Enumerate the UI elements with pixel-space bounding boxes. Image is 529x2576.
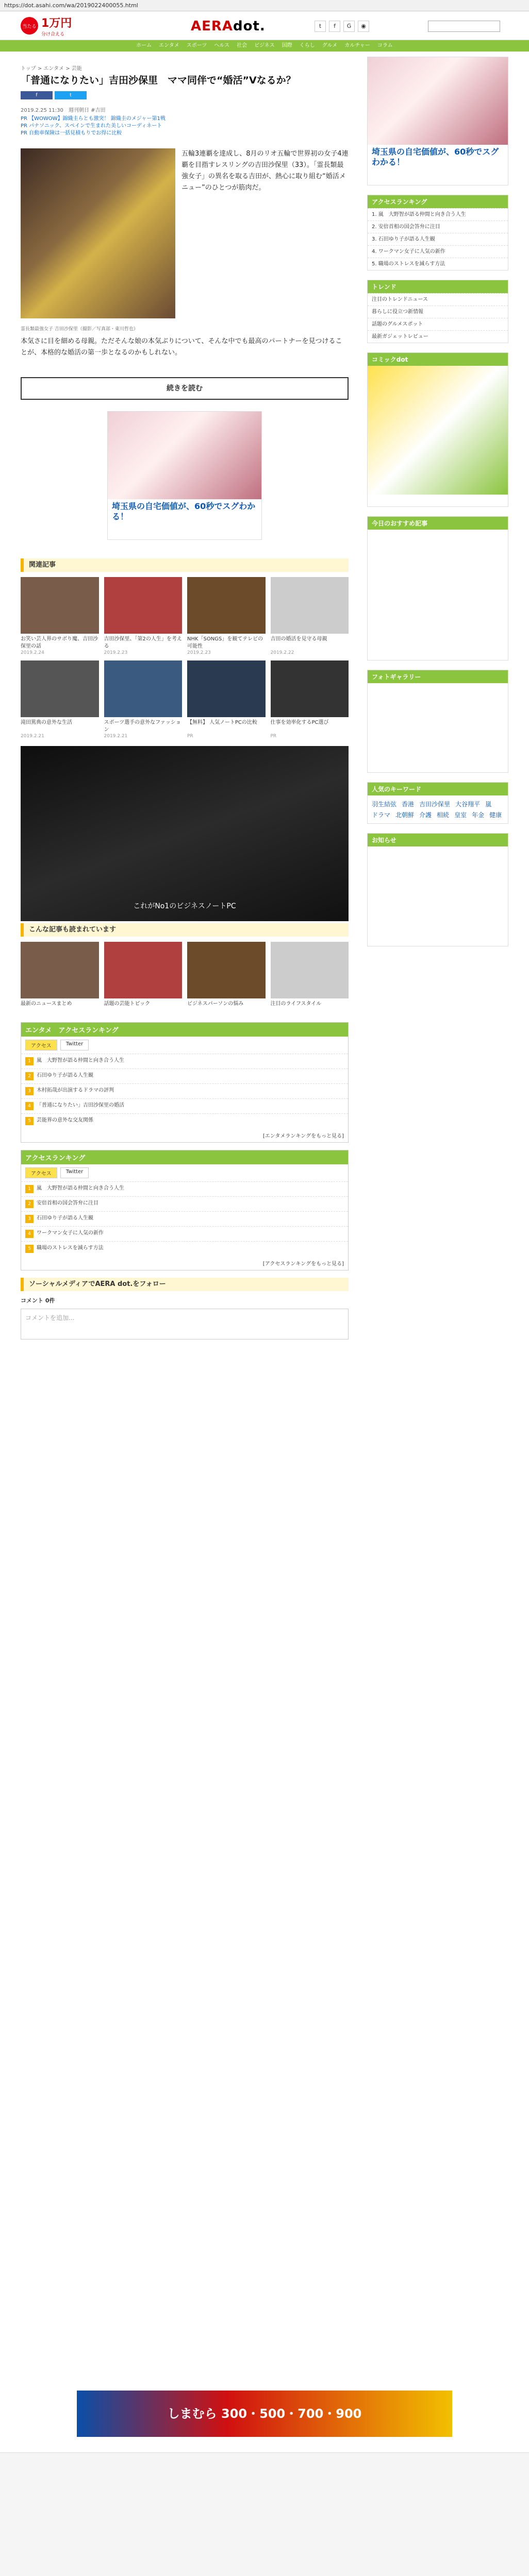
nav-item[interactable]: 社会	[237, 43, 247, 48]
ranking-item[interactable]	[21, 1211, 348, 1226]
related-card[interactable]	[104, 942, 183, 1015]
ranking-item[interactable]	[21, 1241, 348, 1256]
article-title: 「普通になりたい」吉田沙保里 ママ同伴で“婚活”Vなるか？	[21, 75, 296, 86]
card-title: ビジネスパーソンの悩み	[187, 1001, 244, 1007]
card-date: 2019.2.23	[187, 650, 211, 655]
ent-ranking	[21, 1022, 349, 1143]
ranking-title: 木村拓哉が出演するドラマの評判	[37, 1088, 114, 1093]
related-card[interactable]	[104, 660, 183, 739]
video-caption: これがNo1のビジネスノートPC	[133, 902, 236, 910]
keyword-link[interactable]: 羽生結弦	[372, 801, 397, 808]
keyword-link[interactable]: 介護	[419, 811, 432, 819]
twitter-icon[interactable]: t	[315, 21, 326, 32]
related-card[interactable]	[21, 660, 99, 739]
site-footer	[0, 2452, 529, 2576]
sidebar-ranking-item[interactable]: 1. 嵐 大野智が語る仲間と向き合う人生	[368, 208, 508, 221]
nav-item[interactable]: ビジネス	[254, 43, 275, 48]
site-header	[0, 11, 529, 40]
card-title: 吉田沙保里、「第2の人生」を考える	[104, 636, 182, 649]
browser-url-bar[interactable]: https://dot.asahi.com/wa/2019022400055.html	[0, 0, 529, 11]
ranking-number: 1	[25, 1057, 34, 1065]
twitter-share-button[interactable]: t	[55, 91, 87, 99]
facebook-share-button[interactable]: f	[21, 91, 53, 99]
keyword-link[interactable]: 皇室	[454, 811, 467, 819]
related-card[interactable]	[271, 942, 349, 1015]
sidebar-notice	[367, 833, 508, 946]
promo-subtext: 分け合える	[41, 32, 65, 37]
promo-amount: 1万円	[41, 17, 72, 30]
card-thumbnail	[187, 660, 266, 717]
all-ranking-tabs	[21, 1164, 348, 1181]
sidebar-ad-title: 埼玉県の自宅価値が、60秒でスグわかる！	[372, 147, 499, 167]
card-thumbnail	[187, 577, 266, 634]
ranking-number: 2	[25, 1072, 34, 1080]
ranking-tab[interactable]: Twitter	[60, 1040, 89, 1050]
ent-ranking-heading: エンタメ アクセスランキング	[21, 1023, 348, 1037]
card-date: 2019.2.22	[270, 650, 294, 655]
ranking-number: 3	[25, 1215, 34, 1223]
ranking-title: 芸能界の意外な交友関係	[37, 1117, 93, 1123]
card-thumbnail	[21, 942, 99, 998]
lead-text: 五輪3連覇を達成し、8月のリオ五輪で世界初の女子4連覇を目指すレスリングの吉田沙保里（33）。「霊長類最強女子」の異名を取る吉田が、熱心に取り組む“婚活メニュー”のひとつが筋肉だ。	[181, 150, 349, 192]
card-thumbnail	[104, 942, 183, 998]
ent-ranking-tabs	[21, 1037, 348, 1054]
nav-item[interactable]: カルチャー	[344, 43, 370, 48]
ad-title: 埼玉県の自宅価値が、60秒でスグわかる！	[112, 501, 256, 521]
global-nav	[0, 40, 529, 52]
card-title: 話題の芸能トピック	[104, 1001, 151, 1007]
sidebar-recommend-heading: 今日のおすすめ記事	[368, 517, 508, 530]
related-card[interactable]	[271, 660, 349, 739]
photo-caption: 霊長類最強女子 吉田沙保里（撮影／写真部・東川哲也）	[21, 327, 138, 332]
card-date: 2019.2.21	[21, 734, 44, 739]
related-card[interactable]	[21, 942, 99, 1015]
header-promo-banner[interactable]	[21, 15, 139, 36]
card-title: 吉田の婚活を見守る母親	[270, 636, 327, 642]
share-buttons	[21, 91, 349, 99]
card-title: NHK「SONGS」を観てテレビの可能性	[187, 636, 263, 649]
recommend-grid	[21, 942, 349, 1015]
related-card[interactable]	[187, 660, 266, 739]
keyword-link[interactable]: 健康	[489, 811, 502, 819]
related-card[interactable]	[21, 577, 99, 655]
ranking-tab[interactable]: Twitter	[60, 1167, 89, 1178]
body-text: 本気さに目を細める母親。ただそんな娘の本気ぶりについて、そんな中でも最高のパートナーを見つけることが、本格的な婚活の第一歩となるのかもしれない。	[21, 337, 342, 357]
related-card[interactable]	[187, 942, 266, 1015]
google-plus-icon[interactable]: G	[343, 21, 355, 32]
ranking-item[interactable]	[21, 1098, 348, 1113]
sidebar-ad-image	[368, 57, 508, 145]
nav-item[interactable]: グルメ	[322, 43, 338, 48]
card-date: PR	[270, 734, 277, 739]
nav-item[interactable]: ホーム	[136, 43, 152, 48]
card-thumbnail	[271, 577, 349, 634]
logo-aera: AERA	[191, 19, 234, 34]
ranking-tab[interactable]: アクセス	[25, 1167, 57, 1178]
card-thumbnail	[187, 942, 266, 998]
sidebar-keywords	[367, 782, 508, 824]
pr-link[interactable]: PR パナソニック、スペインで生まれた美しいコーディネート	[21, 123, 162, 129]
card-date: 2019.2.23	[104, 650, 128, 655]
card-thumbnail	[104, 577, 183, 634]
site-search-input[interactable]	[428, 21, 500, 32]
ranking-tab[interactable]: アクセス	[25, 1040, 57, 1050]
promo-badge: 当たる	[21, 17, 38, 35]
keyword-link[interactable]: 相続	[437, 811, 450, 819]
card-title: 仕事を効率化するPC選び	[270, 720, 329, 725]
ranking-title: 石田ゆり子が語る人生観	[37, 1073, 93, 1078]
nav-item[interactable]: くらし	[299, 43, 315, 48]
social-icons	[315, 21, 369, 32]
nav-item[interactable]: エンタメ	[159, 43, 179, 48]
ranking-item[interactable]	[21, 1083, 348, 1098]
ranking-item[interactable]	[21, 1113, 348, 1128]
keyword-link[interactable]: 年金	[472, 811, 485, 819]
pr-link[interactable]: PR 【WOWOW】錦織圭らとも激突！ 錦織圭のメジャー第1戦	[21, 116, 166, 122]
comic-image[interactable]	[368, 366, 508, 495]
card-date: 2019.2.24	[21, 650, 44, 655]
article-lead	[21, 148, 349, 332]
all-ranking	[21, 1150, 349, 1270]
ranking-title: 嵐 大野智が語る仲間と向き合う人生	[37, 1185, 124, 1191]
logo-dot: dot.	[233, 19, 266, 34]
sidebar-ad[interactable]	[367, 57, 508, 185]
ranking-title: 石田ゆり子が語る人生観	[37, 1215, 93, 1221]
ranking-number: 4	[25, 1230, 34, 1238]
sidebar-comic	[367, 352, 508, 507]
card-title: 最新のニュースまとめ	[21, 1001, 72, 1007]
article-photo[interactable]	[21, 148, 175, 332]
card-date: 2019.2.21	[104, 734, 128, 739]
related-grid	[21, 577, 349, 739]
sidebar-trend-item[interactable]: 暮らしに役立つ新情報	[368, 306, 508, 318]
sidebar-comic-heading: コミックdot	[368, 353, 508, 366]
sidebar-trend-item[interactable]: 話題のグルメスポット	[368, 318, 508, 330]
related-card[interactable]	[271, 577, 349, 655]
comment-count: コメント 0件	[21, 1297, 55, 1304]
ranking-number: 5	[25, 1245, 34, 1253]
keyword-link[interactable]: 香港	[402, 801, 415, 808]
ranking-number: 2	[25, 1200, 34, 1208]
ranking-item[interactable]	[21, 1054, 348, 1069]
related-heading: 関連記事	[21, 558, 349, 572]
all-ranking-heading: アクセスランキング	[21, 1150, 348, 1164]
ranking-title: 「普通になりたい」吉田沙保里の婚活	[37, 1103, 124, 1108]
nav-item[interactable]: スポーツ	[186, 43, 207, 48]
site-logo[interactable]	[191, 19, 266, 34]
ranking-number: 5	[25, 1117, 34, 1125]
keyword-link[interactable]: 吉田沙保里	[419, 801, 451, 808]
nav-item[interactable]: コラム	[377, 43, 393, 48]
comment-input[interactable]: コメントを追加...	[21, 1309, 349, 1340]
ranking-item[interactable]	[21, 1226, 348, 1241]
social-heading: ソーシャルメディアでAERA dot.をフォロー	[21, 1278, 349, 1291]
recommend-heading: こんな記事も読まれています	[21, 923, 349, 937]
ranking-title: 職場のストレスを減らす方法	[37, 1245, 104, 1251]
pr-links	[21, 115, 349, 137]
sidebar-ranking-item[interactable]: 4. ワークマン女子に人気の新作	[368, 245, 508, 258]
sidebar-ranking-item[interactable]: 5. 職場のストレスを減らす方法	[368, 258, 508, 270]
sidebar-recommend	[367, 516, 508, 660]
ranking-item[interactable]	[21, 1181, 348, 1196]
ranking-item[interactable]	[21, 1069, 348, 1083]
ranking-item[interactable]	[21, 1196, 348, 1211]
sidebar-trend-item[interactable]: 注目のトレンドニュース	[368, 293, 508, 306]
keyword-link[interactable]: 嵐	[485, 801, 492, 808]
card-thumbnail	[21, 577, 99, 634]
video-ad[interactable]	[21, 746, 349, 921]
sidebar-ranking-item[interactable]: 3. 石田ゆり子が語る人生観	[368, 233, 508, 245]
card-date: PR	[187, 734, 193, 739]
card-thumbnail	[104, 660, 183, 717]
sidebar-ranking	[367, 195, 508, 270]
related-card[interactable]	[187, 577, 266, 655]
rss-icon[interactable]: ◉	[358, 21, 369, 32]
all-ranking-more-link[interactable]: [アクセスランキングをもっと見る]	[262, 1261, 344, 1267]
sidebar-notice-heading: お知らせ	[368, 834, 508, 846]
card-thumbnail	[271, 660, 349, 717]
ad-image	[108, 412, 261, 499]
card-title: 【無料】 人気ノートPCの比較	[187, 720, 257, 725]
sidebar-trend-item[interactable]: 最新ガジェットレビュー	[368, 330, 508, 343]
nav-item[interactable]: 国際	[282, 43, 292, 48]
sidebar-ranking-item[interactable]: 2. 安倍首相の国会答弁に注目	[368, 221, 508, 233]
card-title: 滝田篤典の意外な生活	[21, 720, 72, 725]
keyword-link[interactable]: 大谷翔平	[455, 801, 481, 808]
sidebar-photo-heading: フォトギャラリー	[368, 670, 508, 683]
ranking-title: 安倍首相の国会答弁に注目	[37, 1200, 98, 1206]
ranking-title: 嵐 大野智が語る仲間と向き合う人生	[37, 1058, 124, 1063]
read-more-button[interactable]: 続きを読む	[21, 377, 349, 400]
pr-link[interactable]: PR 自動車保険は一括見積もりでお得に比較	[21, 130, 122, 136]
breadcrumb[interactable]: トップ > エンタメ > 芸能	[21, 66, 82, 72]
article-date: 2019.2.25 11:30 週刊朝日 #吉田	[21, 108, 106, 113]
card-thumbnail	[271, 942, 349, 998]
card-title: お笑い芸人界のサボり魔、吉田沙保里の話	[21, 636, 98, 649]
ranking-title: ワークマン女子に人気の新作	[37, 1230, 104, 1236]
footer-ad[interactable]	[0, 2391, 529, 2437]
card-title: 注目のライフスタイル	[270, 1001, 322, 1007]
sidebar-photo	[367, 670, 508, 773]
sidebar-trend-heading: トレンド	[368, 280, 508, 293]
ranking-number: 3	[25, 1087, 34, 1095]
ent-ranking-more-link[interactable]: [エンタメランキングをもっと見る]	[262, 1133, 344, 1139]
footer-ad-banner: しまむら 300・500・700・900	[77, 2391, 452, 2437]
nav-item[interactable]: ヘルス	[214, 43, 230, 48]
sidebar	[367, 57, 508, 956]
related-card[interactable]	[104, 577, 183, 655]
main-column	[21, 57, 349, 1344]
card-title: スポーツ選手の意外なファッション	[104, 720, 181, 733]
sidebar-keyword-heading: 人気のキーワード	[368, 783, 508, 795]
in-article-ad[interactable]	[107, 411, 262, 540]
keyword-link[interactable]: ドラマ	[372, 811, 391, 819]
facebook-icon[interactable]: f	[329, 21, 340, 32]
sidebar-trend	[367, 280, 508, 343]
keyword-link[interactable]: 北朝鮮	[395, 811, 415, 819]
sidebar-ranking-heading: アクセスランキング	[368, 195, 508, 208]
ranking-number: 1	[25, 1185, 34, 1193]
card-thumbnail	[21, 660, 99, 717]
ranking-number: 4	[25, 1102, 34, 1110]
